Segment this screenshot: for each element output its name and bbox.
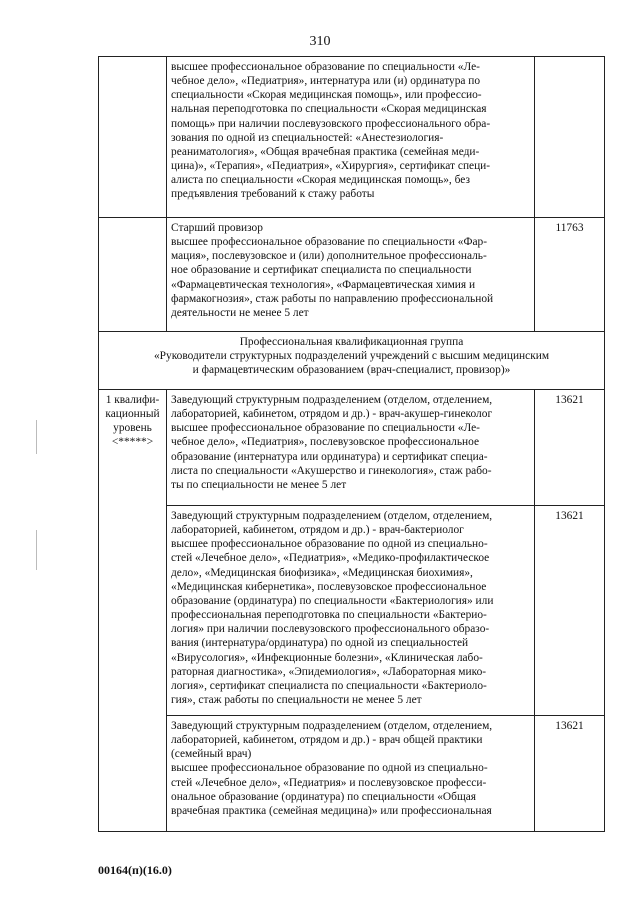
text-line: предъявления требований к стажу работы: [171, 188, 375, 201]
group-header-row: [99, 332, 605, 390]
text-line: дело», «Медицинская биофизика», «Медицинская биохимия»,: [171, 566, 473, 579]
table-row: [99, 390, 605, 506]
qualification-level-cell: [99, 390, 167, 832]
table-row: [99, 218, 605, 332]
text-line: «Фармацевтическая технология», «Фармацевтическая химия и: [171, 278, 476, 291]
text-line: высшее профессиональное образование по специальности «Ле-: [171, 422, 480, 435]
table-row: [99, 57, 605, 218]
scan-artifact-line: [36, 420, 37, 454]
text-line: деятельности не менее 5 лет: [171, 306, 309, 319]
text-line: логия», сертификат специалиста по специальности «Бактериоло-: [171, 679, 487, 692]
text-line: стей «Лечебное дело», «Педиатрия», «Медико-профилактическое: [171, 552, 490, 565]
salary-cell: 13621: [535, 716, 605, 832]
text-line: гия», стаж работы по специальности не менее 5 лет: [171, 694, 422, 707]
page-number: 310: [309, 34, 331, 49]
group-header-line: «Руководители структурных подразделений учреждений с высшим медицинским: [153, 350, 550, 363]
level-line: 1 квалифи-: [105, 394, 160, 406]
text-line: «Вирусология», «Инфекционные болезни», «Клиническая лабо-: [171, 651, 483, 664]
table-row: [99, 716, 605, 832]
qualification-level-cell: [99, 218, 167, 332]
text-line: высшее профессиональное образование по специальности «Ле-: [171, 61, 480, 73]
text-line: раторная диагностика», «Эпидемиология», «Лабораторная мико-: [171, 665, 487, 678]
text-line: врачебная практика (семейная медицина)» или профессиональная: [171, 804, 492, 817]
position-title: Заведующий структурным подразделением (отделом, отделением,: [171, 394, 493, 406]
text-line: помощь» при наличии послевузовского профессионального обра-: [171, 117, 491, 130]
text-line: реаниматология», «Общая врачебная практика (семейная меди-: [171, 145, 480, 158]
group-header-line: и фармацевтическим образованием (врач-специалист, провизор)»: [192, 364, 511, 377]
text-line: листа по специальности «Акушерство и гинекология», стаж рабо-: [171, 464, 492, 477]
text-line: стей «Лечебное дело», «Педиатрия» и послевузовское професси-: [171, 776, 487, 789]
position-title: лабораторией, кабинетом, отрядом и др.) - врач-бактериолог: [171, 524, 464, 537]
scan-artifact-line: [36, 530, 37, 570]
salary-cell: 13621: [535, 390, 605, 506]
text-line: высшее профессиональное образование по одной из специально-: [171, 538, 488, 551]
level-line: кационный: [105, 408, 160, 421]
text-line: «Медицинская кибернетика», послевузовское профессиональное: [171, 580, 487, 593]
position-requirements-cell: [167, 390, 535, 506]
text-line: алиста по специальности «Скорая медицинская помощь», без: [171, 174, 470, 187]
text-line: нальная переподготовка по специальности «Скорая медицинская: [171, 103, 487, 116]
text-line: ты по специальности не менее 5 лет: [171, 478, 347, 491]
qualification-level-cell: [99, 57, 167, 218]
text-line: чебное дело», «Педиатрия», послевузовское профессиональное: [171, 436, 480, 449]
text-line: мация», послевузовское и (или) дополнительное профессиональ-: [171, 250, 487, 263]
position-title: (семейный врач): [171, 748, 252, 761]
salary-cell: 11763: [535, 218, 605, 332]
position-title: Старший провизор: [171, 222, 263, 234]
salary-cell: [535, 57, 605, 218]
text-line: образование (ординатура) по специальности «Бактериология» или: [171, 594, 494, 607]
level-line: уровень: [113, 422, 152, 435]
text-line: чебное дело», «Педиатрия», интернатура или (и) ординатура по: [171, 75, 481, 88]
position-requirements-cell: [167, 506, 535, 716]
position-title: Заведующий структурным подразделением (отделом, отделением,: [171, 720, 493, 732]
qualification-table: [98, 56, 605, 832]
text-line: высшее профессиональное образование по специальности «Фар-: [171, 236, 488, 249]
document-code: 00164(п)(16.0): [98, 863, 172, 877]
text-line: ональное образование (ординатура) по специальности «Общая: [171, 790, 477, 803]
text-line: зования по одной из специальностей: «Анестезиология-: [171, 131, 444, 144]
position-title: лабораторией, кабинетом, отрядом и др.) - врач общей практики: [171, 734, 483, 747]
text-line: высшее профессиональное образование по одной из специально-: [171, 762, 488, 775]
level-line: <*****>: [111, 436, 154, 449]
text-line: ное образование и сертификат специалиста по специальности: [171, 264, 472, 277]
position-title: лабораторией, кабинетом, отрядом и др.) - врач-акушер-гинеколог: [171, 408, 493, 421]
text-line: вания (интернатура/ординатура) по одной из специальностей: [171, 637, 469, 650]
table-row: [99, 506, 605, 716]
position-requirements-cell: [167, 218, 535, 332]
group-header-line: Профессиональная квалификационная группа: [239, 336, 464, 348]
text-line: цина)», «Терапия», «Педиатрия», «Хирургия», сертификат специ-: [171, 160, 491, 173]
professional-group-header: [99, 332, 605, 390]
position-requirements-cell: [167, 57, 535, 218]
salary-cell: 13621: [535, 506, 605, 716]
text-line: фармакогнозия», стаж работы по направлению профессиональной: [171, 292, 494, 305]
text-line: профессиональная переподготовка по специальности «Бактерио-: [171, 609, 487, 622]
position-requirements-cell: [167, 716, 535, 832]
position-title: Заведующий структурным подразделением (отделом, отделением,: [171, 510, 493, 522]
text-line: образование (интернатура или ординатура) и сертификат специа-: [171, 450, 488, 463]
text-line: логия» при наличии послевузовского профессионального образо-: [171, 623, 490, 636]
text-line: специальности «Скорая медицинская помощь», или профессио-: [171, 89, 482, 102]
